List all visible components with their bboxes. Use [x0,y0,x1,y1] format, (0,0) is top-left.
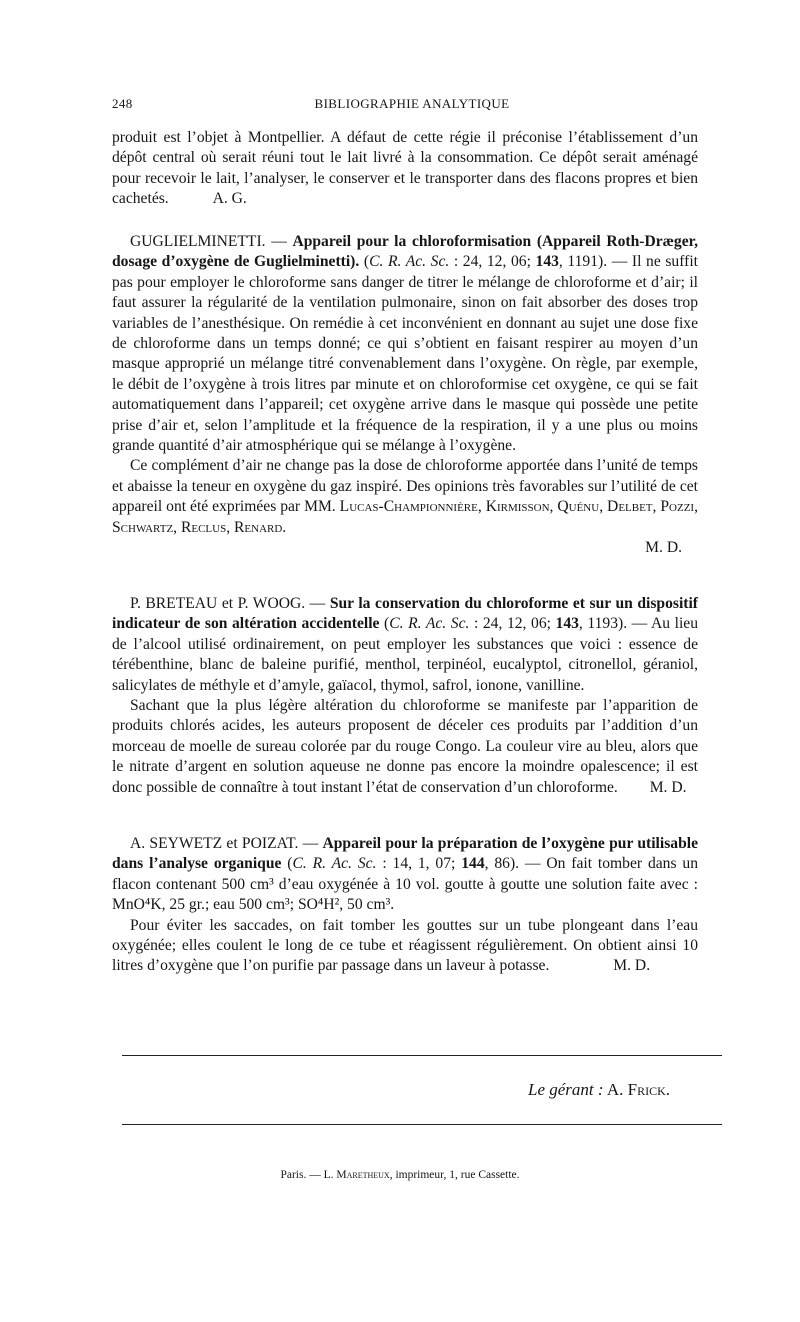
entry1-body: — Il ne suffit pas pour employer le chloroforme sans danger de titrer le mélange de chloroforme et d’air; il faut assurer la régularité de la ventilation pulmonaire, sinon on fait absorber des doses trop variables de l’anesthésique. On remédie à cet inconvénient en donnant au sujet une dose fixe de chloroforme dans un temps donné; ce qui s’obtient en faisant respirer au moyen d’un masque approprié un mélange titré convenablement dans l’oxygène. On règle, par exemple, le débit de l’oxygène à trois litres par minute et on chloroformise cet oxygène, ce qui se fait automatiquement dans l’appareil; cet oxygène arrive dans le masque qui possède une petite prise d’air et, selon l’amplitude et la fréquence de la respiration, il y a une plus ou moins grande quantité d’air atmosphérique qui se mélange à l’oxygène. [112,253,698,455]
bottom-divider [122,1124,722,1125]
entry2-para2: Sachant que la plus légère altération du chloroforme se manifeste par l’apparition de produits chlorés acides, les auteurs proposent de déceler ces produits par l’addition d’un morceau de moelle de sureau colorée par du rouge Congo. La couleur vire au bleu, alors que le nitrate d’argent en solution aqueuse ne donne pas encore la moindre opalescence; il est donc possible de connaître à tout instant l’état de conservation d’un chloroforme. [112,697,698,796]
entry3-title: Appareil pour la préparation de l’oxygène pur utilisable dans l’analyse organique [112,835,698,873]
entry1-author: GUGLIELMINETTI. [130,233,266,250]
top-divider [122,1055,722,1056]
entry1-names: Lucas-Championnière, Kirmisson, Quénu, Delbet, Pozzi, Schwartz, Reclus, Renard. [112,498,698,536]
entry3-signature: M. D. [613,957,651,975]
entry3-author: A. SEYWETZ et POIZAT. [130,835,299,852]
printer-name: L. Maretheux [323,1169,390,1181]
intro-paragraph [112,128,698,210]
entry3-journal: C. R. Ac. Sc. [292,855,377,873]
entry2-author: P. BRETEAU et P. WOOG. [130,595,306,612]
entry-breteau-woog: P. BRETEAU et P. WOOG. — Sur la conservation du chloroforme et sur un dispositif indicateur de son altération accidentelle (C. R. Ac. Sc. : 24, 12, 06; 143, 1193). — Au lieu de l’alcool utilisé ordinairement, on peut employer les substances que voici : essence de térébenthine, blanc de baleine purifié, menthol, terpinéol, eucalyptol, citronellol, géraniol, salicylates de méthyle et d’amyle, gaïacol, thymol, safrol, ionone, vanilline. Sachant que la plus légère altération du chloroforme se manifeste par l’apparition de produits chlorés acides, les auteurs proposent de déceler ces produits par l’addition d’un morceau de moelle de sureau colorée par du rouge Congo. La couleur vire au bleu, alors que le nitrate d’argent en solution aqueuse ne donne pas encore la moindre opalescence; il est donc possible de connaître à tout instant l’état de conservation d’un chloroforme. M. D. [112,595,699,796]
entry2-volume: 143 [555,615,579,633]
entry1-title: Appareil pour la chloroformisation (Appareil Roth-Dræger, dosage d’oxygène de Guglielminetti). [112,233,698,271]
entry1-signature: M. D. [645,539,682,557]
entry2-title: Sur la conservation du chloroforme et sur un dispositif indicateur de son altération accidentelle [112,595,698,633]
entry2-signature: M. D. [649,778,687,796]
running-header [112,96,712,118]
entry-guglielminetti: GUGLIELMINETTI. — Appareil pour la chloroformisation (Appareil Roth-Dræger, dosage d’oxygène de Guglielminetti). (C. R. Ac. Sc. : 24, 12, 06; 143, 1191). — Il ne suffit pas pour employer le chloroforme sans danger de titrer le mélange de chloroforme et d’air; il faut assurer la régularité de la ventilation pulmonaire, sinon on fait absorber des doses trop variables de l’anesthésique. On remédie à cet inconvénient en donnant au sujet une dose fixe de chloroforme dans un temps donné; ce qui s’obtient en faisant respirer au moyen d’un masque approprié un mélange titré convenablement dans l’oxygène. On règle, par exemple, le débit de l’oxygène à trois litres par minute et on chloroformise cet oxygène, ce qui se fait automatiquement dans l’appareil; cet oxygène arrive dans le masque qui possède une petite prise d’air et, selon l’amplitude et la fréquence de la respiration, il y a une plus ou moins grande quantité d’air atmosphérique qui se mélange à l’oxygène. Ce complément d’air ne change pas la dose de chloroforme apportée dans l’unité de temps et abaisse la teneur en oxygène du gaz inspiré. Des opinions très favorables sur l’utilité de cet appareil ont été exprimées par MM. Lucas-Championnière, Kirmisson, Quénu, Delbet, Pozzi, Schwartz, Reclus, Renard. M. D. [112,232,698,559]
gerant-label: Le gérant : [527,1080,604,1099]
running-title: BIBLIOGRAPHIE ANALYTIQUE [314,96,510,111]
intro-signature: A. G. [212,190,247,208]
entry1-volume: 143 [535,253,559,271]
printer-imprint: Paris. — L. Maretheux, imprimeur, 1, rue Cassette. [280,1169,520,1181]
intro-text: produit est l’objet à Montpellier. A défaut de cette régie il préconise l’établissement d’un dépôt central où serait réuni tout le lait livré à la consommation. Ce dépôt serait aménagé pour recevoir le lait, l’analyser, le conserver et le transporter dans des flacons propres et bien cachetés. [112,129,698,208]
gerant-name: A. Frick. [603,1080,670,1099]
entry3-para2: Pour éviter les saccades, on fait tomber les gouttes sur un tube plongeant dans l’eau oxygénée; elles coulent le long de ce tube et réagissent régulièrement. On obtient ainsi 10 litres d’oxygène que l’on purifie par passage dans un laveur à potasse. [112,916,698,975]
entry3-volume: 144 [461,855,485,873]
entry-seywetz-poizat: A. SEYWETZ et POIZAT. — Appareil pour la préparation de l’oxygène pur utilisable dans l’analyse organique (C. R. Ac. Sc. : 14, 1, 07; 144, 86). — On fait tomber dans un flacon contenant 500 cm³ d’eau oxygénée à 10 vol. goutte à goutte une solution faite avec : MnO⁴K, 25 gr.; eau 500 cm³; SO⁴H², 50 cm³. Pour éviter les saccades, on fait tomber les gouttes sur un tube plongeant dans l’eau oxygénée; elles coulent le long de ce tube et réagissent régulièrement. On obtient ainsi 10 litres d’oxygène que l’on purifie par passage dans un laveur à potasse. M. D. [112,835,698,975]
entry3-body: — On fait tomber dans un flacon contenant 500 cm³ d’eau oxygénée à 10 vol. goutte à goutte une solution faite avec : MnO⁴K, 25 gr.; eau 500 cm³; SO⁴H², 50 cm³. [112,855,698,914]
entry1-journal: C. R. Ac. Sc. [369,253,450,271]
page-number: 248 [112,96,133,111]
entry1-para2: Ce complément d’air ne change pas la dose de chloroforme apportée dans l’unité de temps et abaisse la teneur en oxygène du gaz inspiré. Des opinions très favorables sur l’utilité de cet appareil ont été exprimées par MM. [112,457,698,516]
gerant-line [528,1080,670,1100]
entry2-body: — Au lieu de l’alcool utilisé ordinairement, on peut employer les substances que voici : essence de térébenthine, blanc de baleine purifié, menthol, terpinéol, eucalyptol, citronellol, géraniol, salicylates de méthyle et d’amyle, gaïacol, thymol, safrol, ionone, vanilline. [112,615,699,694]
entry2-journal: C. R. Ac. Sc. [389,615,470,633]
